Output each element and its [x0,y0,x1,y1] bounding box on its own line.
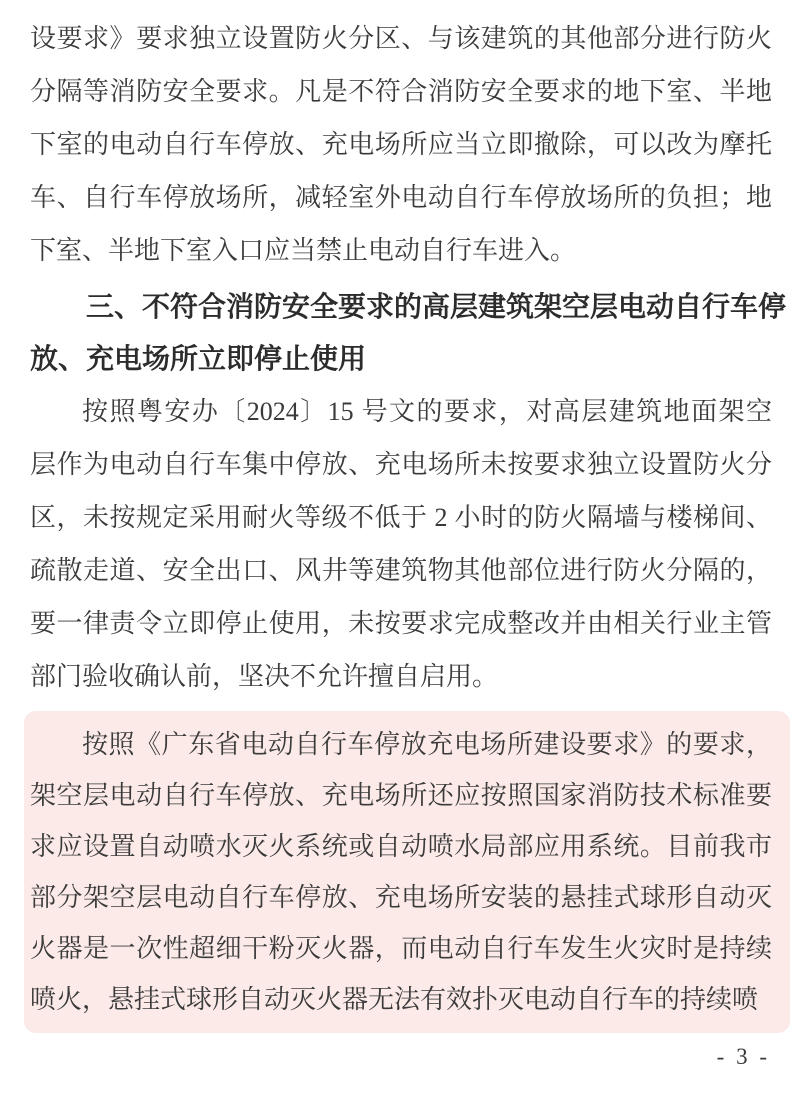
section-heading [30,281,787,385]
text-line: 按照《广东省电动自行车停放充电场所建设要求》的要求， [82,730,772,759]
text-line: 疏散走道、安全出口、风井等建筑物其他部位进行防火分隔的， [30,556,772,585]
paragraph-continuation [30,12,772,277]
text-line: 部分架空层电动自行车停放、充电场所安装的悬挂式球形自动灭 [30,883,772,912]
page-number: - 3 - [716,1044,770,1069]
text-line: 三、不符合消防安全要求的高层建筑架空层电动自行车停 [86,291,787,322]
text-line: 区，未按规定采用耐火等级不低于 2 小时的防火隔墙与楼梯间、 [30,503,772,532]
text-line: 求应设置自动喷水灭火系统或自动喷水局部应用系统。目前我市 [30,832,772,861]
text-line: 架空层电动自行车停放、充电场所还应按照国家消防技术标准要 [30,781,772,810]
text-line: 放、充电场所立即停止使用 [30,343,367,374]
text-line: 车、自行车停放场所，减轻室外电动自行车停放场所的负担；地 [30,183,772,212]
text-line: 火器是一次性超细干粉灭火器，而电动自行车发生火灾时是持续 [30,934,772,963]
text-line: 分隔等消防安全要求。凡是不符合消防安全要求的地下室、半地 [30,77,772,106]
text-line: 设要求》要求独立设置防火分区、与该建筑的其他部分进行防火 [30,24,772,53]
text-line: 喷火，悬挂式球形自动灭火器无法有效扑灭电动自行车的持续喷 [30,985,759,1014]
text-line: 层作为电动自行车集中停放、充电场所未按要求独立设置防火分 [30,450,772,479]
text-line: 部门验收确认前，坚决不允许擅自启用。 [30,662,499,691]
text-line: 下室、半地下室入口应当禁止电动自行车进入。 [30,236,577,265]
text-line: 要一律责令立即停止使用，未按要求完成整改并由相关行业主管 [30,609,772,638]
paragraph-body [30,385,772,703]
text-line: 按照粤安办〔2024〕15 号文的要求，对高层建筑地面架空 [82,397,772,426]
text-line: 下室的电动自行车停放、充电场所应当立即撤除，可以改为摩托 [30,130,772,159]
highlighted-paragraph [24,711,790,1033]
